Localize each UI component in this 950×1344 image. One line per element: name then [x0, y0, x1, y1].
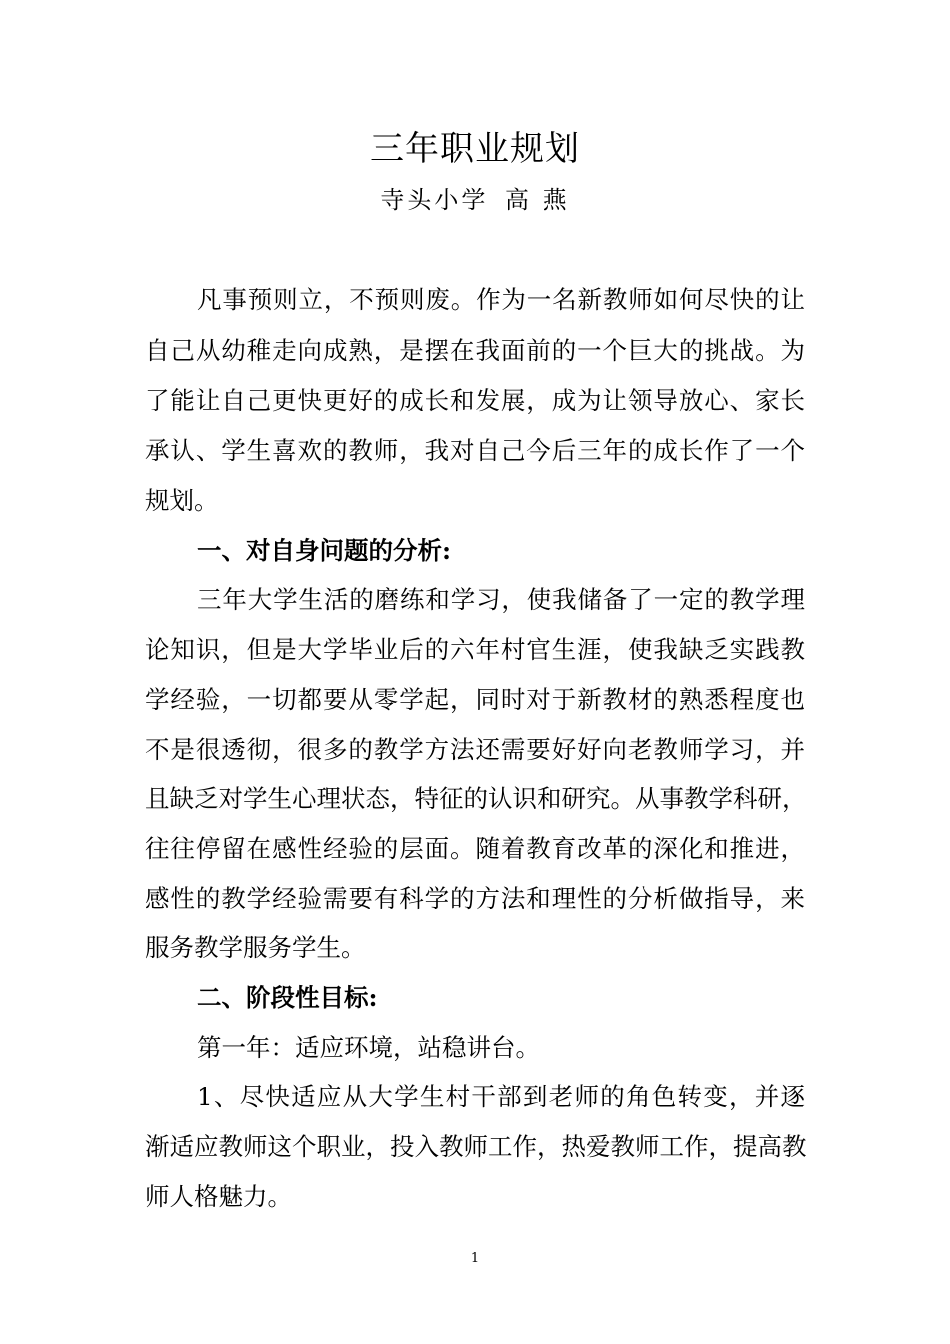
paragraph-line: 论知识，但是大学毕业后的六年村官生涯，使我缺乏实践教 — [145, 635, 805, 664]
page-number: 1 — [470, 1251, 480, 1266]
paragraph-line: 自己从幼稚走向成熟，是摆在我面前的一个巨大的挑战。为 — [145, 336, 805, 365]
paragraph-line: 感性的教学经验需要有科学的方法和理性的分析做指导，来 — [145, 884, 805, 913]
paragraph-line: 师人格魅力。 — [145, 1182, 292, 1211]
paragraph-line: 1、尽快适应从大学生村干部到老师的角色转变，并逐 — [197, 1082, 805, 1111]
paragraph-line: 第一年：适应环境，站稳讲台。 — [197, 1033, 540, 1062]
paragraph-line: 了能让自己更快更好的成长和发展，成为让领导放心、家长 — [145, 386, 805, 415]
paragraph-line: 渐适应教师这个职业，投入教师工作，热爱教师工作，提高教 — [145, 1132, 807, 1161]
section-heading: 二、阶段性目标: — [197, 983, 378, 1012]
paragraph-line: 规划。 — [145, 486, 219, 515]
author-name: 高 燕 — [505, 186, 570, 214]
paragraph-line: 往往停留在感性经验的层面。随着教育改革的深化和推进， — [145, 834, 805, 863]
paragraph-line: 凡事预则立，不预则废。作为一名新教师如何尽快的让 — [197, 285, 805, 314]
paragraph-line: 承认、学生喜欢的教师，我对自己今后三年的成长作了一个 — [145, 436, 805, 465]
paragraph-line: 服务教学服务学生。 — [145, 933, 366, 962]
paragraph-line: 且缺乏对学生心理状态，特征的认识和研究。从事教学科研， — [145, 784, 807, 813]
paragraph-line: 不是很透彻，很多的教学方法还需要好好向老教师学习，并 — [145, 735, 805, 764]
section-heading: 一、对自身问题的分析: — [197, 536, 452, 565]
author-line — [0, 183, 950, 217]
paragraph-line: 三年大学生活的磨练和学习，使我储备了一定的教学理 — [197, 585, 805, 614]
document-title: 三年职业规划 — [370, 129, 580, 169]
author-school: 寺头小学 — [380, 186, 489, 214]
paragraph-line: 学经验，一切都要从零学起，同时对于新教材的熟悉程度也 — [145, 685, 805, 714]
